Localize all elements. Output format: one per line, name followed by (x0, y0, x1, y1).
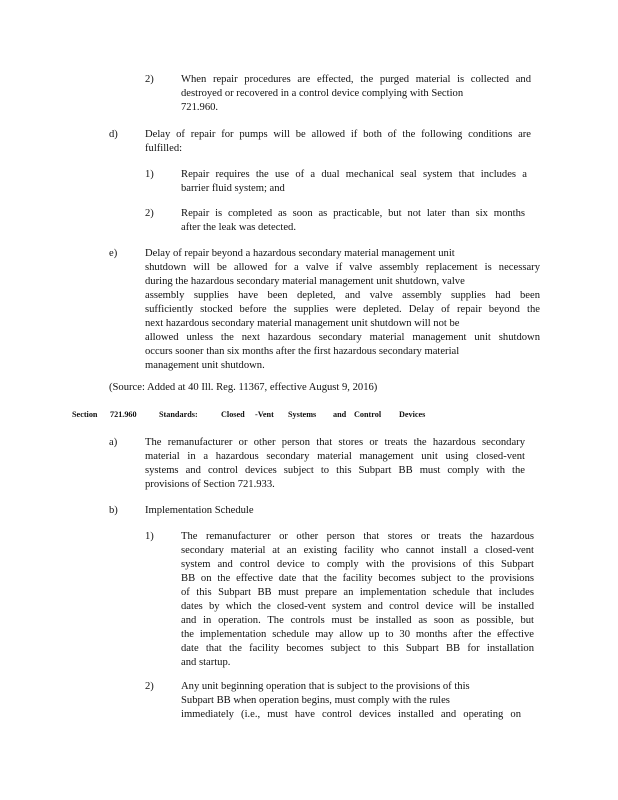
section-title-word: Devices (399, 410, 426, 419)
text-line: during the hazardous secondary material management unit shutdown, valve (145, 276, 465, 287)
text-line: system and control device to comply with the provisions of this Subpart (181, 559, 534, 570)
text-line: secondary material at an existing facility who cannot install a closed-vent (181, 545, 534, 556)
section-title-word: Systems (288, 410, 317, 419)
list-marker: b) (109, 505, 118, 516)
text-line: The remanufacturer or other person that stores or treats the hazardous secondary (145, 437, 525, 448)
section-number: 721.960 (110, 410, 137, 419)
list-marker: e) (109, 248, 118, 259)
text-line: date that the facility becomes subject to this Subpart BB for installation (181, 643, 534, 654)
text-line: assembly supplies have been depleted, and valve assembly supplies had been (145, 290, 540, 301)
text-line: fulfilled: (145, 143, 183, 154)
paragraph-d1 (181, 168, 527, 196)
text-line: next hazardous secondary material management unit shutdown will not be (145, 318, 460, 329)
text-line: allowed unless the next hazardous secondary material management unit shutdown (145, 332, 540, 343)
paragraph-e (145, 247, 540, 373)
paragraph-b1 (181, 530, 534, 670)
paragraph-a (145, 436, 525, 492)
list-marker: 2) (145, 681, 154, 692)
section-title-word: Standards: (159, 410, 198, 419)
list-marker: 1) (145, 169, 154, 180)
text-line: Repair is completed as soon as practicable, but not later than six months (181, 208, 525, 219)
text-line: destroyed or recovered in a control device complying with Section (181, 88, 464, 99)
list-marker: 2) (145, 208, 154, 219)
text-line: When repair procedures are effected, the purged material is collected and (181, 74, 531, 85)
text-line: Any unit beginning operation that is subject to the provisions of this (181, 681, 470, 692)
text-line: of this Subpart BB must prepare an implementation schedule that includes (181, 587, 534, 598)
text-line: sufficiently stocked before the supplies were depleted. Delay of repair beyond the (145, 304, 540, 315)
section-title-word: -Vent (255, 410, 274, 419)
text-line: dates by which the closed-vent system and control device will be installed (181, 601, 534, 612)
text-line: and in operation. The controls must be installed as soon as possible, but (181, 615, 534, 626)
text-line: The remanufacturer or other person that stores or treats the hazardous (181, 531, 534, 542)
section-title-word: Closed (221, 410, 245, 419)
section-title-word: Control (354, 410, 382, 419)
text-line: immediately (i.e., must have control devices installed and operating on (181, 709, 521, 720)
text-line: barrier fluid system; and (181, 183, 285, 194)
paragraph-d2 (181, 207, 525, 235)
text-line: Delay of repair beyond a hazardous secondary material management unit (145, 248, 455, 259)
text-line: and startup. (181, 657, 231, 668)
paragraph-d (145, 128, 531, 156)
paragraph-c2 (181, 73, 531, 115)
list-marker: 1) (145, 531, 154, 542)
paragraph-b2 (181, 680, 521, 722)
list-marker: 2) (145, 74, 154, 85)
section-label: Section (72, 410, 98, 419)
list-marker: d) (109, 129, 118, 140)
text-line: systems and control devices subject to this Subpart BB must comply with the (145, 465, 525, 476)
text-line: occurs sooner than six months after the first hazardous secondary material (145, 346, 460, 357)
text-line: 721.960. (181, 102, 219, 113)
text-line: the implementation schedule may allow up to 30 months after the effective (181, 629, 534, 640)
list-marker: a) (109, 437, 118, 448)
source-note: (Source: Added at 40 Ill. Reg. 11367, effective August 9, 2016) (109, 382, 378, 393)
text-line: Repair requires the use of a dual mechanical seal system that includes a (181, 169, 527, 180)
section-heading (72, 407, 432, 423)
text-line: shutdown will be allowed for a valve if valve assembly replacement is necessary (145, 262, 540, 273)
text-line: Delay of repair for pumps will be allowed if both of the following conditions are (145, 129, 531, 140)
section-title-word: and (333, 410, 347, 419)
text-line: provisions of Section 721.933. (145, 479, 275, 490)
text-line: after the leak was detected. (181, 222, 296, 233)
text-line: management unit shutdown. (145, 360, 265, 371)
text-line: BB on the effective date that the facility becomes subject to the provisions (181, 573, 534, 584)
text-line: Subpart BB when operation begins, must comply with the rules (181, 695, 450, 706)
subheading-implementation-schedule: Implementation Schedule (145, 505, 254, 516)
text-line: material in a hazardous secondary material management unit using closed-vent (145, 451, 525, 462)
